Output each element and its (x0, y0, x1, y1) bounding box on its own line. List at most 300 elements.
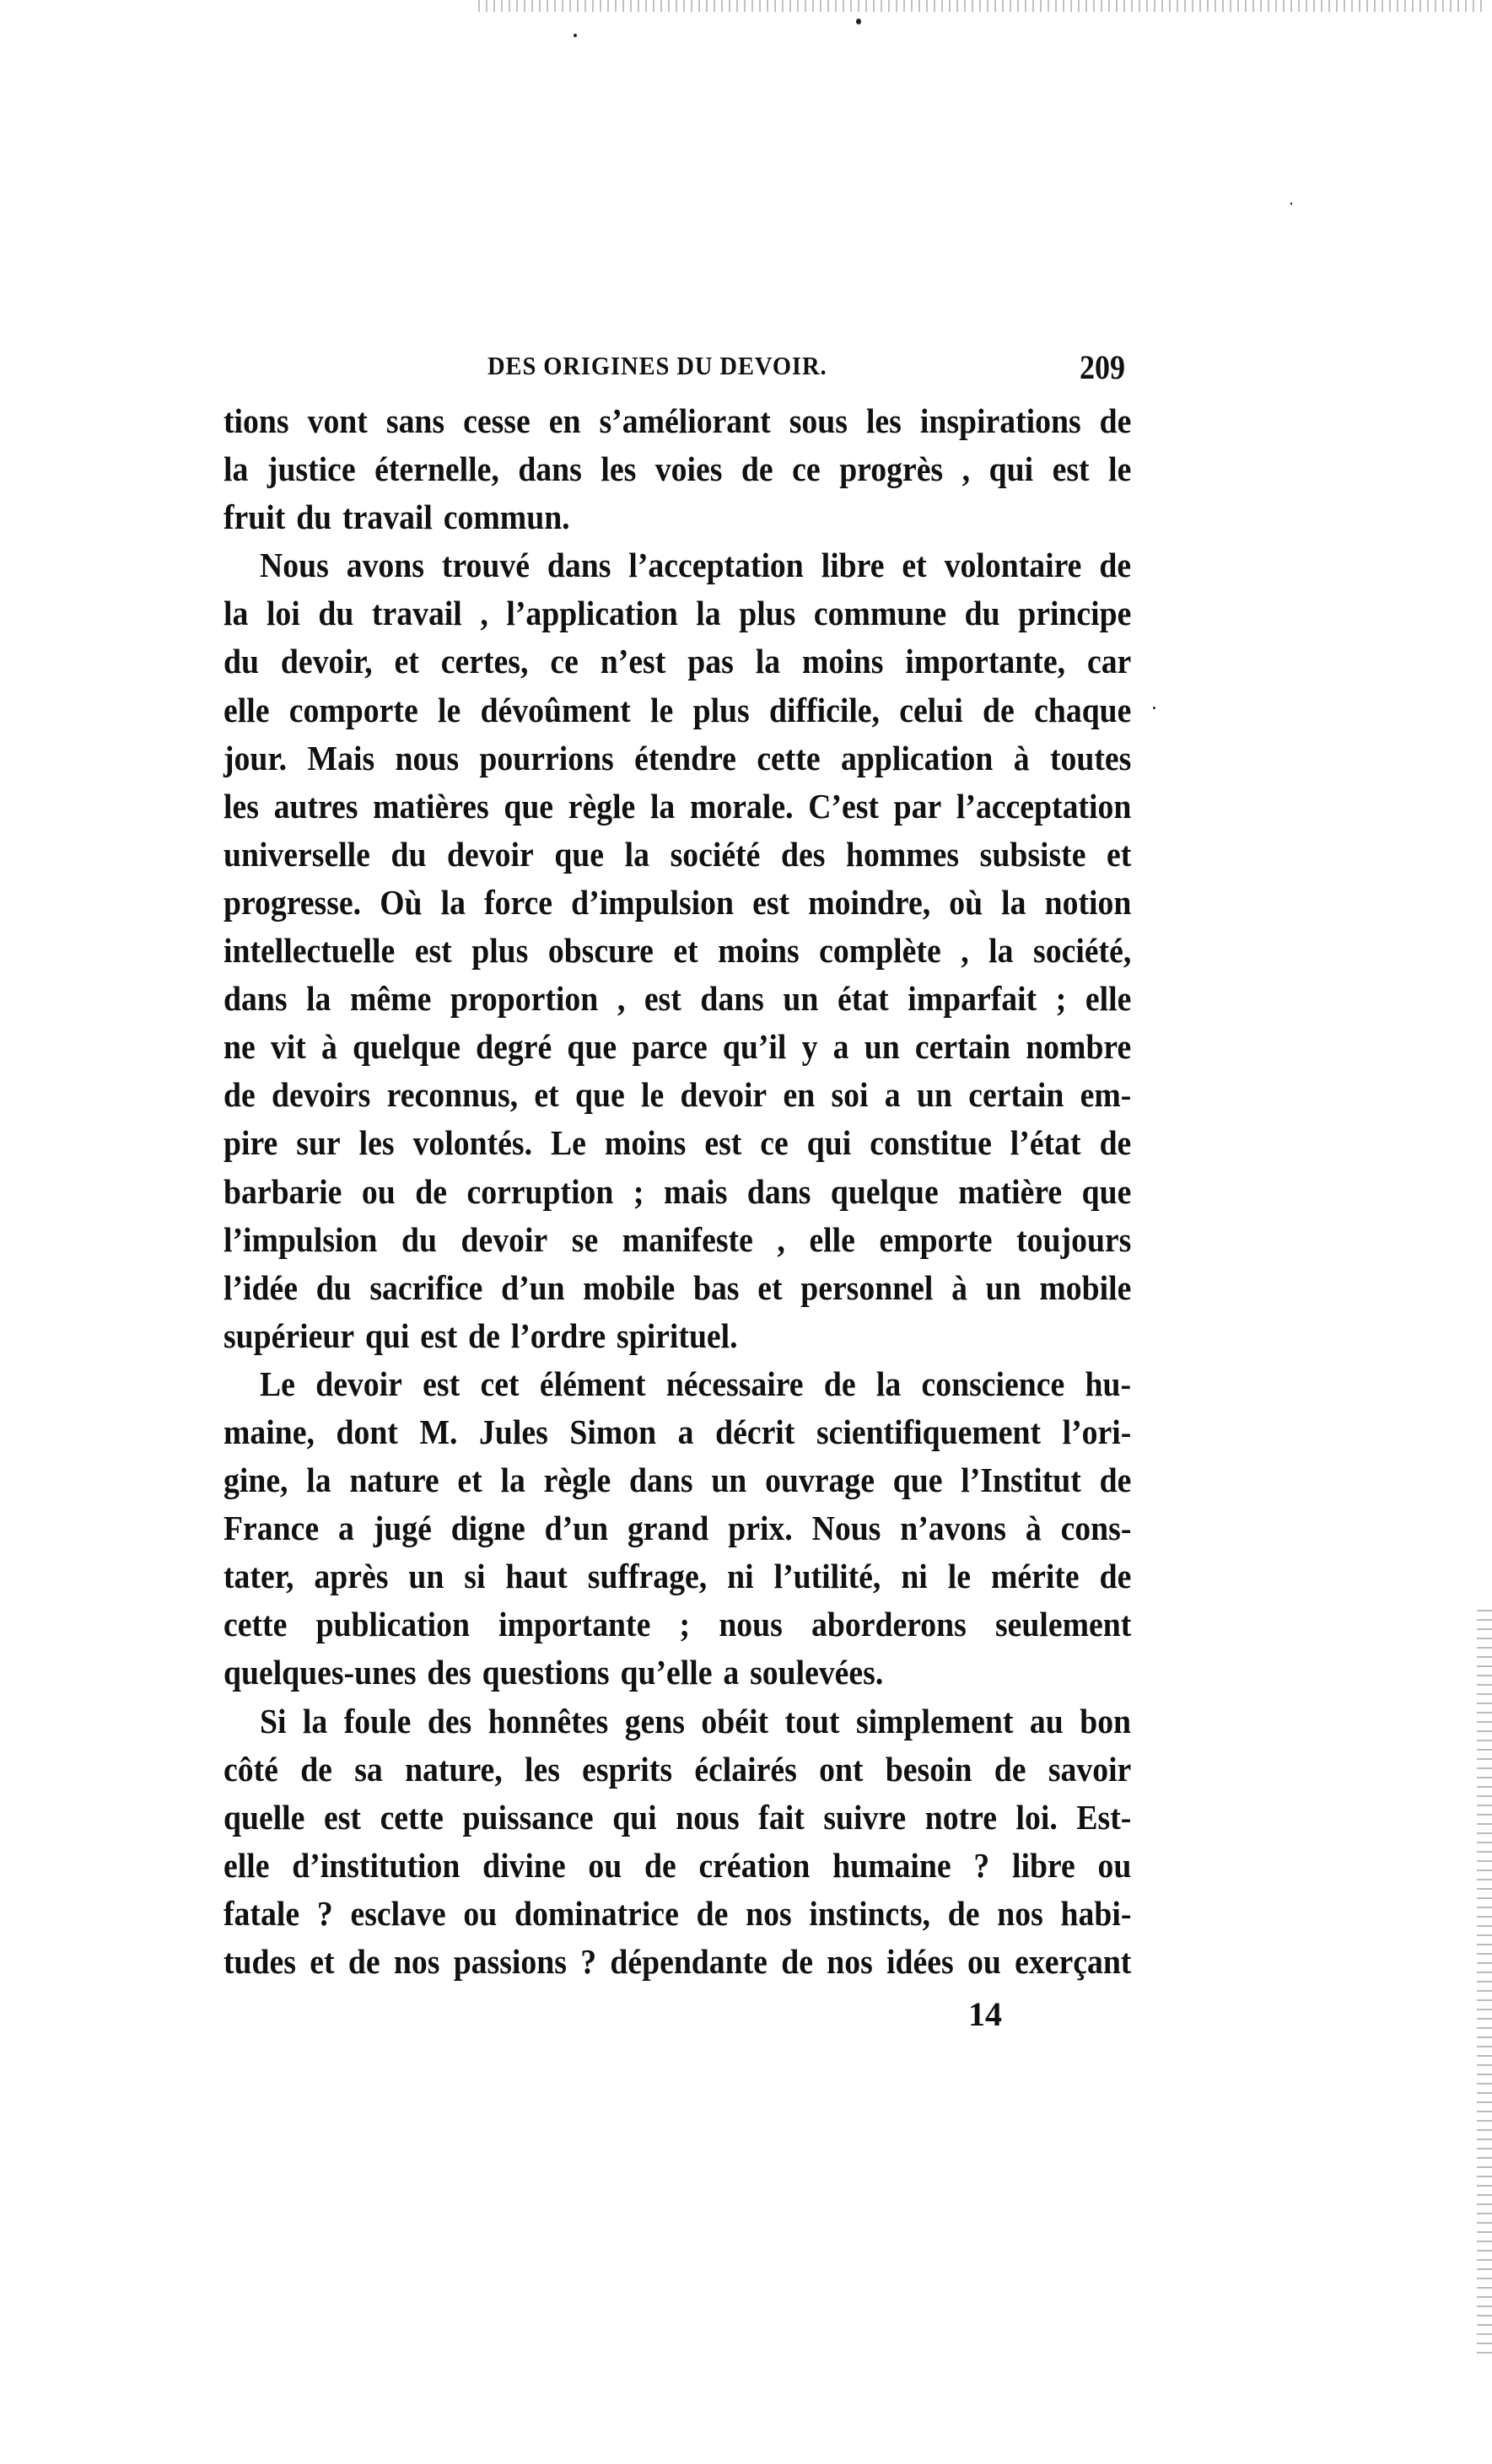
word: cons- (1060, 1509, 1132, 1548)
word: si (464, 1557, 486, 1596)
word: est (323, 1797, 361, 1837)
text-line (224, 690, 1132, 741)
word: esclave (350, 1893, 446, 1933)
text-line-content (224, 449, 1132, 489)
word: bas (692, 1267, 740, 1307)
word: est (1052, 449, 1090, 489)
word: est (752, 882, 790, 922)
word: haut (505, 1557, 568, 1596)
word: car (1086, 642, 1132, 681)
text-line-content (224, 1607, 1131, 1642)
word: et (902, 546, 927, 585)
word: pourrions (479, 738, 614, 777)
word: est (414, 931, 452, 971)
word: est (704, 1123, 742, 1163)
word: ni (727, 1557, 754, 1596)
word: dominatrice (514, 1893, 679, 1933)
word: maine, (224, 1412, 315, 1451)
word: reconnus, (386, 1075, 519, 1115)
word: fruit (224, 498, 286, 537)
word: suffrage, (587, 1557, 708, 1596)
word: l’utilité, (773, 1557, 881, 1596)
word: vont (307, 401, 368, 440)
word: devoir, (280, 642, 373, 681)
word: les (524, 1749, 560, 1789)
word: em- (1080, 1075, 1132, 1115)
word: celui (899, 690, 963, 729)
word: moins (718, 931, 800, 971)
word: le (438, 690, 461, 729)
word: sous (789, 401, 848, 440)
word: ce (760, 1123, 789, 1163)
word: moins (604, 1123, 687, 1163)
word: travail (371, 594, 462, 633)
word: universelle (224, 834, 370, 874)
word: ? (973, 1845, 990, 1885)
word: éclairés (694, 1749, 797, 1789)
word: Où (380, 882, 423, 922)
word: prix. (728, 1509, 793, 1548)
text-line (224, 786, 1132, 837)
word: personnel (800, 1267, 934, 1307)
word: certain (914, 1027, 1010, 1067)
word: suivre (823, 1797, 907, 1837)
word: dépendante (610, 1942, 768, 1981)
word: l’acceptation (628, 546, 804, 585)
word: chaque (1034, 690, 1132, 729)
word: du (315, 1267, 352, 1307)
word: qu’elle (620, 1653, 713, 1692)
word: vit (270, 1027, 306, 1067)
word: le (650, 690, 674, 729)
word: devoir (680, 1075, 768, 1115)
word: de (696, 1893, 729, 1933)
word: supérieur (224, 1315, 355, 1355)
text-line (224, 548, 1131, 596)
word: est (420, 1315, 458, 1355)
word: que (504, 786, 554, 826)
word: difficile, (769, 690, 880, 729)
text-line-content (224, 690, 1132, 729)
word: société (670, 834, 761, 874)
word: à (951, 1267, 967, 1307)
word: quelques-unes (224, 1653, 417, 1692)
word: et (673, 931, 698, 971)
word: après (314, 1557, 389, 1596)
word: Simon (569, 1412, 657, 1451)
word: l’impulsion (224, 1219, 378, 1259)
text-line (224, 644, 1131, 692)
word: les (865, 401, 902, 440)
word: l’Institut (961, 1461, 1081, 1500)
text-line-content (224, 401, 1132, 440)
word: devoir (315, 1364, 402, 1403)
signature-mark: 14 (968, 1995, 1002, 2033)
word: esprits (582, 1749, 673, 1789)
word: et (457, 1461, 482, 1500)
word: sa (354, 1749, 383, 1789)
word: nos (997, 1893, 1043, 1933)
word: de (1099, 1557, 1132, 1596)
word: et (310, 1942, 335, 1981)
word: dans (629, 1461, 693, 1500)
word: de (741, 449, 773, 489)
word: , (617, 979, 626, 1019)
scan-noise-right-edge (1477, 1602, 1492, 2361)
word: tout (784, 1701, 840, 1740)
word: un (408, 1557, 444, 1596)
word: libre (1011, 1845, 1075, 1885)
text-line (224, 1511, 1131, 1559)
word: grand (627, 1509, 709, 1548)
text-line (224, 1655, 1131, 1703)
word: , (480, 594, 488, 633)
word: de (1099, 1123, 1132, 1163)
text-line-content (224, 882, 1132, 922)
text-line-content (260, 1701, 1132, 1740)
word: scientifiquement (816, 1412, 1042, 1451)
text-line (224, 1607, 1131, 1655)
word: simplement (855, 1701, 1014, 1740)
text-line (224, 1027, 1132, 1078)
word: est (423, 1364, 461, 1403)
word: volontés. (412, 1123, 533, 1163)
word: un (916, 1075, 952, 1115)
word: notre (924, 1797, 997, 1837)
word: puissance (462, 1797, 594, 1837)
text-line (224, 1123, 1132, 1174)
text-line (224, 1463, 1131, 1511)
word: progresse. (224, 882, 362, 922)
word: société, (1033, 931, 1132, 971)
word: quelle (224, 1797, 305, 1837)
word: mais (663, 1171, 728, 1211)
text-line-content (224, 1559, 1131, 1594)
word: exerçant (1015, 1942, 1132, 1981)
text-line-content (224, 979, 1132, 1019)
word: libre (821, 546, 885, 585)
text-line (224, 596, 1131, 644)
text-line-content (224, 1797, 1132, 1837)
word: cette (757, 738, 821, 777)
word: moindre, (808, 882, 931, 922)
word: nature, (405, 1749, 503, 1789)
text-line (224, 1219, 1132, 1271)
word: morale. (689, 786, 794, 826)
word: proportion (450, 979, 599, 1019)
word: ou (1097, 1845, 1132, 1885)
word: questions (482, 1653, 610, 1692)
word: de (347, 1942, 380, 1981)
word: plus (739, 594, 796, 633)
word: de (1099, 546, 1132, 585)
word: emporte (879, 1219, 993, 1259)
text-line-content (260, 548, 1131, 583)
word: la (875, 1364, 902, 1403)
text-line (224, 1315, 1131, 1367)
word: l’acceptation (956, 786, 1132, 826)
word: comporte (288, 690, 418, 729)
word: idées (886, 1942, 954, 1981)
word: des (780, 834, 826, 874)
word: la (224, 594, 249, 633)
text-line (224, 933, 1131, 982)
word: cesse (463, 401, 531, 440)
word: bon (1080, 1701, 1132, 1740)
word: elle (809, 1219, 855, 1259)
word: dans (746, 1171, 811, 1211)
word: du (224, 642, 259, 681)
word: trouvé (441, 546, 530, 585)
word: Mais (307, 738, 375, 777)
word: ce (550, 642, 579, 681)
word: passions (453, 1942, 567, 1981)
word: de (1099, 1461, 1132, 1500)
word: progrès (839, 449, 944, 489)
word: dans (518, 449, 582, 489)
text-line (224, 1364, 1132, 1415)
word: ni (901, 1557, 928, 1596)
word: ou (588, 1845, 622, 1885)
scan-speck (856, 19, 861, 24)
word: que (554, 834, 605, 874)
word: et (1107, 834, 1132, 874)
word: moins (802, 642, 884, 681)
word: sur (296, 1123, 341, 1163)
word: ouvrage (765, 1461, 875, 1500)
word: devoir (447, 834, 534, 874)
word: par (893, 786, 942, 826)
word: , (961, 449, 971, 489)
word: fatale (224, 1893, 300, 1933)
word: humaine (832, 1845, 951, 1885)
word: de (823, 1364, 856, 1403)
word: , (961, 931, 969, 971)
word: la (440, 882, 466, 922)
word: fait (758, 1797, 805, 1837)
word: force (484, 882, 553, 922)
word: les (358, 1123, 395, 1163)
text-line-content (224, 596, 1131, 631)
word: la (1001, 882, 1026, 922)
word: des (427, 1701, 472, 1740)
text-line (224, 1749, 1132, 1800)
word: elle (224, 690, 270, 729)
word: dont (336, 1412, 398, 1451)
word: soulevées. (750, 1653, 884, 1692)
word: Jules (479, 1412, 548, 1451)
text-line-content (224, 1219, 1132, 1259)
word: de (1099, 401, 1132, 440)
word: a (832, 1027, 849, 1067)
text-line (224, 738, 1132, 789)
word: C’est (808, 786, 879, 826)
word: n’avons (900, 1509, 1006, 1548)
word: jugé (373, 1509, 432, 1548)
word: qui (364, 1315, 410, 1355)
text-line-content (224, 1749, 1132, 1789)
word: mérite (990, 1557, 1080, 1596)
word: ce (792, 449, 821, 489)
text-line-content (224, 1075, 1132, 1115)
word: publication (315, 1605, 470, 1644)
word: a (723, 1653, 740, 1692)
text-line (224, 449, 1132, 500)
word: habi- (1060, 1893, 1132, 1933)
word: certain (968, 1075, 1064, 1115)
word: foule (343, 1701, 412, 1740)
word: dévoûment (480, 690, 631, 729)
text-line-content (224, 500, 1131, 535)
text-line (224, 1267, 1132, 1319)
word: se (571, 1219, 599, 1259)
word: en (783, 1075, 816, 1115)
word: parce (632, 1027, 708, 1067)
word: quelque (353, 1027, 461, 1067)
text-line-content (224, 1655, 1131, 1690)
word: , (777, 1219, 785, 1259)
word: honnêtes (487, 1701, 609, 1740)
word: de (994, 1749, 1026, 1789)
word: nombre (1026, 1027, 1132, 1067)
word: instincts, (809, 1893, 930, 1933)
text-line (224, 834, 1132, 885)
text-line (224, 1412, 1132, 1463)
word: à (1013, 738, 1030, 777)
word: la (755, 642, 781, 681)
word: Nous (260, 546, 329, 585)
word: un (711, 1461, 747, 1500)
word: avons (346, 546, 424, 585)
text-line (224, 979, 1132, 1030)
word: que (892, 1461, 943, 1500)
text-line-content (224, 1315, 1131, 1355)
word: cet (480, 1364, 520, 1403)
word: des (427, 1653, 471, 1692)
word: l’application (506, 594, 678, 633)
word: l’état (1010, 1123, 1081, 1163)
text-line-content (224, 1942, 1132, 1981)
word: de (781, 1942, 813, 1981)
word: toujours (1016, 1219, 1132, 1259)
text-line-content (224, 1463, 1131, 1498)
text-line-content (224, 1267, 1132, 1307)
word: quelque (830, 1171, 939, 1211)
word: un (783, 979, 819, 1019)
word: que (574, 1075, 625, 1115)
word: Le (551, 1123, 586, 1163)
word: la (306, 979, 331, 1019)
word: ? (580, 1942, 597, 1981)
text-line (224, 401, 1132, 452)
word: du (391, 834, 427, 874)
word: tater, (224, 1557, 294, 1596)
word: complète (819, 931, 941, 971)
word: seulement (994, 1605, 1132, 1644)
word: ; (1055, 979, 1067, 1019)
word: Est- (1076, 1797, 1132, 1837)
word: le (640, 1075, 665, 1115)
word: un (985, 1267, 1021, 1307)
word: que (1081, 1171, 1132, 1211)
word: nos (393, 1942, 440, 1981)
word: de (300, 1749, 332, 1789)
word: obscure (547, 931, 654, 971)
word: soi (831, 1075, 869, 1115)
text-line-content (224, 1123, 1132, 1163)
text-line-content (224, 1027, 1132, 1067)
word: constitue (870, 1123, 992, 1163)
word: spirituel. (617, 1315, 738, 1355)
word: corruption (466, 1171, 614, 1211)
word: volontaire (944, 546, 1082, 585)
word: ont (819, 1749, 864, 1789)
word: cette (224, 1605, 288, 1644)
word: matières (373, 786, 489, 826)
text-line-content (224, 738, 1132, 777)
word: savoir (1048, 1749, 1132, 1789)
word: Si (260, 1701, 287, 1740)
word: notion (1044, 882, 1132, 922)
word: certes, (440, 642, 529, 681)
word: obéit (701, 1701, 769, 1740)
word: au (1029, 1701, 1064, 1740)
word: gens (624, 1701, 685, 1740)
word: nous (719, 1605, 783, 1644)
word: décrit (715, 1412, 795, 1451)
word: aborderons (811, 1605, 967, 1644)
text-line (224, 1171, 1132, 1223)
body-text (224, 401, 1132, 1993)
word: cette (380, 1797, 444, 1837)
word: digne (450, 1509, 525, 1548)
text-line-content (224, 1171, 1132, 1211)
word: ne (224, 1027, 256, 1067)
word: sacrifice (369, 1267, 483, 1307)
word: à (321, 1027, 337, 1067)
word: subsiste (979, 834, 1086, 874)
text-line-content (224, 834, 1132, 874)
word: ; (633, 1171, 644, 1211)
text-line-content (260, 1364, 1132, 1403)
text-line (224, 1559, 1131, 1607)
word: où (949, 882, 983, 922)
word: de (415, 1171, 447, 1211)
text-line (224, 1845, 1132, 1896)
word: intellectuelle (224, 931, 396, 971)
word: d’impulsion (571, 882, 735, 922)
text-line-content (224, 644, 1131, 679)
word: création (698, 1845, 811, 1885)
word: voies (654, 449, 723, 489)
word: a (884, 1075, 901, 1115)
word: ou (967, 1942, 1001, 1981)
text-line (224, 1797, 1132, 1848)
word: hommes (845, 834, 960, 874)
word: toutes (1049, 738, 1132, 777)
word: travail (342, 498, 433, 537)
scan-speck (1290, 202, 1292, 205)
word: gine, (224, 1461, 288, 1500)
word: éternelle, (374, 449, 499, 489)
word: à (1025, 1509, 1042, 1548)
text-line-content (224, 1511, 1131, 1546)
word: dans (224, 979, 288, 1019)
word: pas (687, 642, 734, 681)
text-line-content (224, 786, 1132, 826)
word: pire (224, 1123, 278, 1163)
word: la (696, 594, 721, 633)
